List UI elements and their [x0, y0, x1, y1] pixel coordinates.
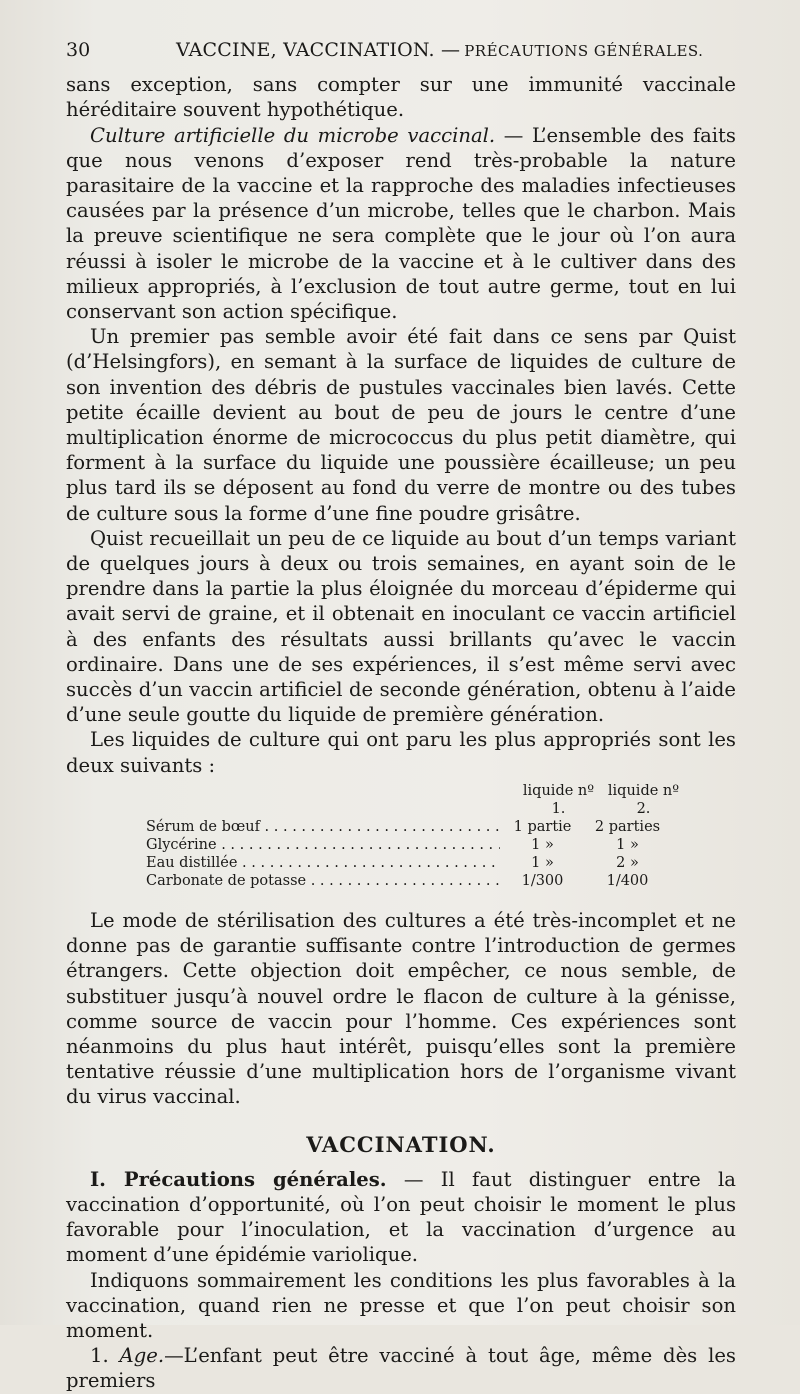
- table-cell: 2 parties: [594, 818, 661, 835]
- table-row-label: Eau distillée . . .: [146, 854, 500, 872]
- running-subtitle: PRÉCAUTIONS GÉNÉRALES.: [464, 42, 704, 60]
- paragraph-2-title: Culture artificielle du microbe vaccinal.: [90, 123, 496, 147]
- table-cell: 1/400: [606, 872, 649, 889]
- paragraph-7: [66, 1167, 736, 1268]
- paragraph-2: [66, 123, 736, 325]
- paragraph-3: Un premier pas semble avoir été fait dans ce sens par Quist (d’Helsingfors), en semant à la surface de liquides de culture de son invention des débris de pustules vaccinales bien lavés. Cette petite écaille devient au bout de peu de jours le centre d’une multiplication énorme de micrococcus du plus petit diamètre, qui forment à la surface du liquide une poussière écailleuse; un peu plus tard ils se déposent au fond du verre de montre ou des tubes de culture sous la forme d’une fine poudre grisâtre.: [66, 325, 736, 525]
- paragraph-9-title: Age.: [119, 1344, 165, 1368]
- running-title: VACCINE, VACCINATION. —: [176, 39, 461, 61]
- paragraph-7-lead: I. Précautions générales.: [90, 1167, 387, 1191]
- table-row-label: Carbonate de potasse . . .: [146, 872, 500, 890]
- table-row-label: Glycérine . . .: [146, 836, 500, 854]
- table-row: [146, 854, 686, 872]
- table-cell: 1 »: [616, 836, 639, 853]
- section-heading: VACCINATION.: [306, 1131, 496, 1157]
- paragraph-1: sans exception, sans compter sur une immunité vaccinale héréditaire souvent hypothétique.: [66, 73, 736, 122]
- page-content: [66, 38, 736, 1394]
- page-number: 30: [66, 39, 91, 61]
- table-header: [146, 782, 686, 818]
- paragraph-9-number: 1.: [90, 1344, 120, 1368]
- culture-liquids-table: [146, 782, 686, 890]
- running-header: [66, 38, 736, 64]
- table-col-1-header: liquide nº 1.: [522, 782, 595, 817]
- table-row: [146, 818, 686, 836]
- table-cell: 1 »: [531, 836, 554, 853]
- paragraph-6: Le mode de stérilisation des cultures a été très-incomplet et ne donne pas de garantie suffisante contre l’introduction de germes étrangers. Cette objection doit empêcher, ce nous semble, de substituer jusqu’à nouvel ordre le flacon de culture à la génisse, comme source de vaccin pour l’homme. Ces expériences sont néanmoins du plus haut intérêt, puisqu’elles sont la première tentative réussie d’une multiplication hors de l’organisme vivant du virus vaccinal.: [66, 908, 736, 1109]
- paragraph-9-body: —L’enfant peut être vacciné à tout âge, même dès les premiers: [66, 1344, 736, 1393]
- table-row: [146, 872, 686, 890]
- table-cell: 1 partie: [513, 818, 572, 835]
- paragraph-9: [66, 1343, 736, 1393]
- table-row-label: Sérum de bœuf . . .: [146, 818, 500, 836]
- table-col-2-header: liquide nº 2.: [607, 782, 680, 817]
- paragraph-2-body: — L’ensemble des faits que nous venons d’exposer rend très-probable la nature parasitaire de la vaccine et la rapproche des maladies infectieuses causées par la présence d’un microbe, telles que le charbon. Mais la preuve scientifique ne sera complète que le jour où l’on aura réussi à isoler le microbe de la vaccine et à le cultiver dans des milieux appropriés, à l’exclusion de tout autre germe, tout en lui conservant son action spécifique.: [66, 123, 736, 324]
- table-cell: 1 »: [531, 854, 554, 871]
- paragraph-7-body: — Il faut distinguer entre la vaccination d’opportunité, où l’on peut choisir le moment le plus favorable pour l’inoculation, et la vaccination d’urgence au moment d’une épidémie variolique.: [66, 1167, 736, 1267]
- paragraph-8: Indiquons sommairement les conditions les plus favorables à la vaccination, quand rien ne presse et que l’on peut choisir son moment.: [66, 1268, 736, 1342]
- table-cell: 1/300: [521, 872, 564, 889]
- paragraph-4: Quist recueillait un peu de ce liquide au bout d’un temps variant de quelques jours à deux ou trois semaines, en ayant soin de le prendre dans la partie la plus éloignée du morceau d’épiderme qui avait servi de graine, et il obtenait en inoculant ce vaccin artificiel à des enfants des résultats aussi brillants qu’avec le vaccin ordinaire. Dans une de ses expériences, il s’est même servi avec succès d’un vaccin artificiel de seconde génération, obtenu à l’aide d’une seule goutte du liquide de première génération.: [66, 526, 736, 727]
- table-cell: 2 »: [616, 854, 639, 871]
- paragraph-5: Les liquides de culture qui ont paru les plus appropriés sont les deux suivants :: [66, 728, 736, 777]
- table-row: [146, 836, 686, 854]
